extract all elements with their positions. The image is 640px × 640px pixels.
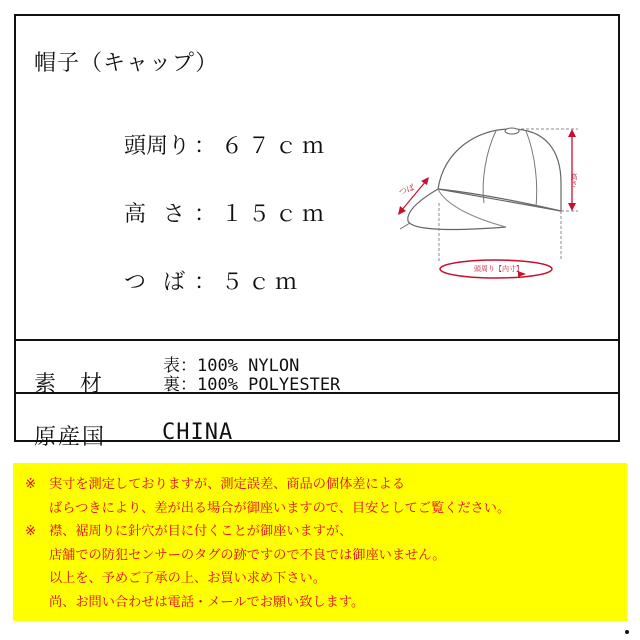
brim-diagram-label: つば: [397, 182, 416, 197]
notice-text: 襟、裾周りに針穴が目に付くことが御座いますが、: [49, 524, 353, 539]
measurement-label: 高さ: [123, 202, 202, 227]
measurement-value: ５ｃｍ: [221, 270, 303, 295]
note-mark: ※: [25, 524, 37, 539]
material-label: 素材: [34, 372, 127, 397]
material-lines: [163, 357, 340, 395]
notice-line: [25, 544, 617, 568]
product-title: 帽子（キャップ）: [34, 51, 219, 76]
cap-diagram: [386, 111, 596, 286]
circumference-diagram-label: 頭周り【内寸】: [474, 265, 523, 273]
measurement-value: １５ｃｍ: [221, 202, 330, 227]
notice-line: [25, 520, 617, 544]
measurement-sep: ：: [193, 202, 221, 227]
origin-label: 原産国: [34, 425, 107, 450]
notice-text: 尚、お問い合わせは電話・メールでお願い致します。: [49, 594, 365, 610]
corner-dot: [625, 630, 629, 634]
notice-line: [25, 567, 617, 591]
notice-line: [25, 497, 617, 521]
divider: [16, 339, 618, 341]
notice-text: 以上を、予めご了承の上、お買い求め下さい。: [49, 571, 326, 586]
measurement-sep: ：: [193, 270, 221, 295]
notice-text: ばらつきにより、差が出る場合が御座いますので、目安としてご覧ください。: [49, 500, 511, 516]
measurement-sep: ：: [193, 134, 221, 159]
notice-text: 店舗での防犯センサーのタグの跡ですので不良では御座いません。: [49, 547, 446, 563]
measurement-value: ６７ｃｍ: [221, 134, 330, 159]
notice-text: 実寸を測定しておりますが、測定誤差、商品の個体差による: [49, 477, 406, 492]
measurement-label: 頭周り: [123, 134, 190, 159]
notice-line: [25, 473, 617, 497]
origin-value: CHINA: [162, 420, 234, 445]
material-outer: 表：100% NYLON: [163, 356, 300, 376]
notice-line: [25, 591, 617, 615]
divider: [16, 392, 618, 394]
height-diagram-label: 高さ: [570, 173, 578, 187]
measurement-brim: [76, 240, 302, 321]
spec-table: [14, 14, 620, 450]
measurement-label: つば: [123, 270, 202, 295]
note-mark: ※: [25, 477, 37, 492]
material-lining: 裏：100% POLYESTER: [163, 375, 341, 395]
notice-box: [13, 463, 627, 621]
